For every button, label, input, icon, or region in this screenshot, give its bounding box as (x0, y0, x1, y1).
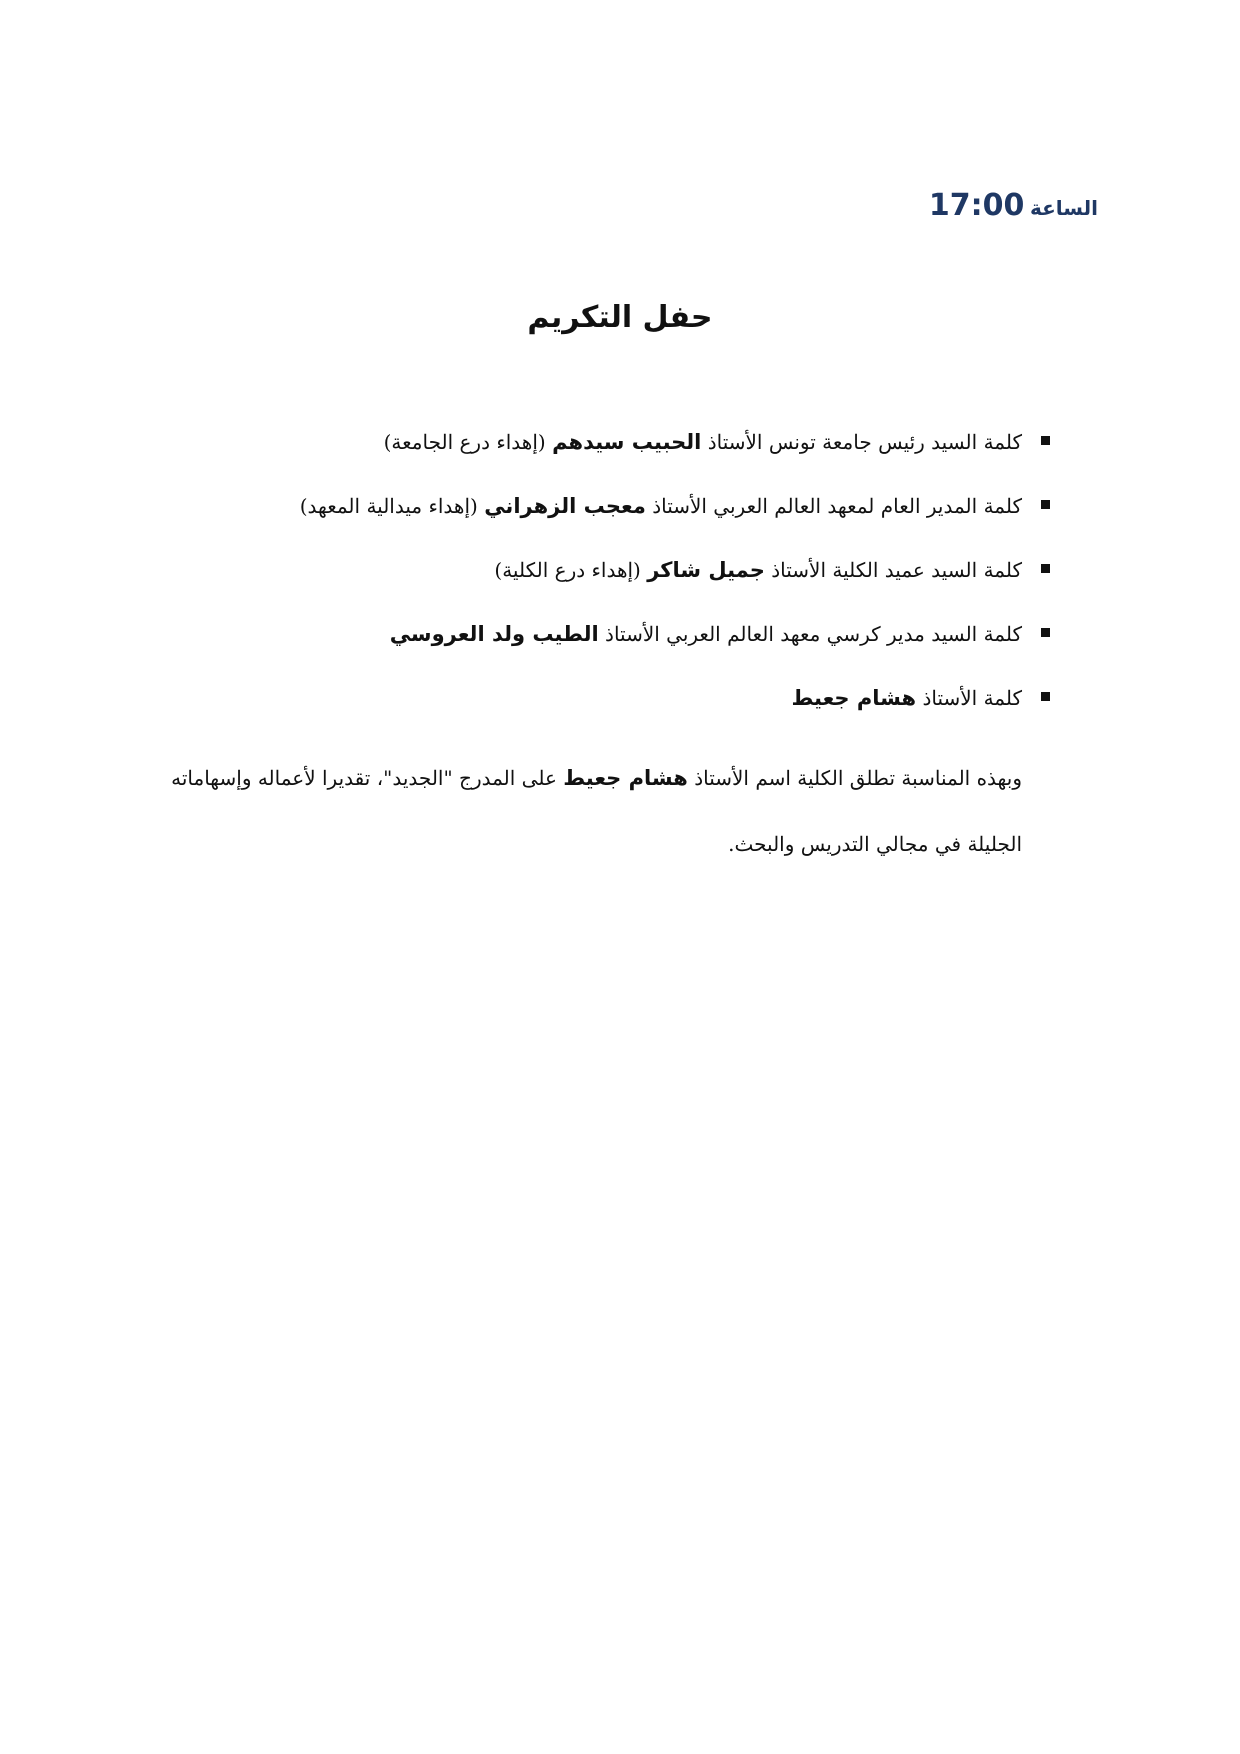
time-value: 17:00 (928, 188, 1025, 223)
closing-paragraph (142, 745, 1022, 877)
program-item-name: الحبيب سيدهم (552, 430, 702, 454)
program-item-name: هشام جعيط (791, 686, 917, 710)
program-item-note: (إهداء درع الكلية) (494, 558, 641, 582)
time-label: الساعة (1029, 196, 1098, 220)
program-item-name: معجب الزهراني (484, 494, 646, 518)
program-item-intro: كلمة المدير العام لمعهد العالم العربي الأستاذ (652, 494, 1022, 518)
closing-text-before: وبهذه المناسبة تطلق الكلية اسم الأستاذ (694, 766, 1022, 790)
program-item-intro: كلمة السيد مدير كرسي معهد العالم العربي الأستاذ (605, 622, 1022, 646)
program-item-name: جميل شاكر (647, 558, 765, 582)
program-item (142, 612, 1022, 676)
square-bullet-icon (1041, 500, 1050, 509)
session-time (929, 188, 1098, 223)
program-item (142, 484, 1022, 548)
program-item-intro: كلمة السيد رئيس جامعة تونس الأستاذ (707, 430, 1022, 454)
program-item-intro: كلمة الأستاذ (922, 686, 1022, 710)
square-bullet-icon (1041, 692, 1050, 701)
closing-honoree-name: هشام جعيط (563, 766, 688, 790)
program-item-intro: كلمة السيد عميد الكلية الأستاذ (771, 558, 1022, 582)
program-item (142, 676, 1022, 740)
square-bullet-icon (1041, 628, 1050, 637)
program-item (142, 420, 1022, 484)
program-item (142, 548, 1022, 612)
square-bullet-icon (1041, 436, 1050, 445)
program-list (142, 420, 1022, 740)
closing-text-after: على المدرج "الجديد"، تقديرا لأعماله وإسهاماته الجليلة في مجالي التدريس والبحث. (171, 766, 1022, 856)
page-title: حفل التكريم (527, 300, 713, 335)
program-item-note: (إهداء درع الجامعة) (383, 430, 546, 454)
program-item-note: (إهداء ميدالية المعهد) (299, 494, 478, 518)
program-item-name: الطيب ولد العروسي (389, 622, 599, 646)
square-bullet-icon (1041, 564, 1050, 573)
